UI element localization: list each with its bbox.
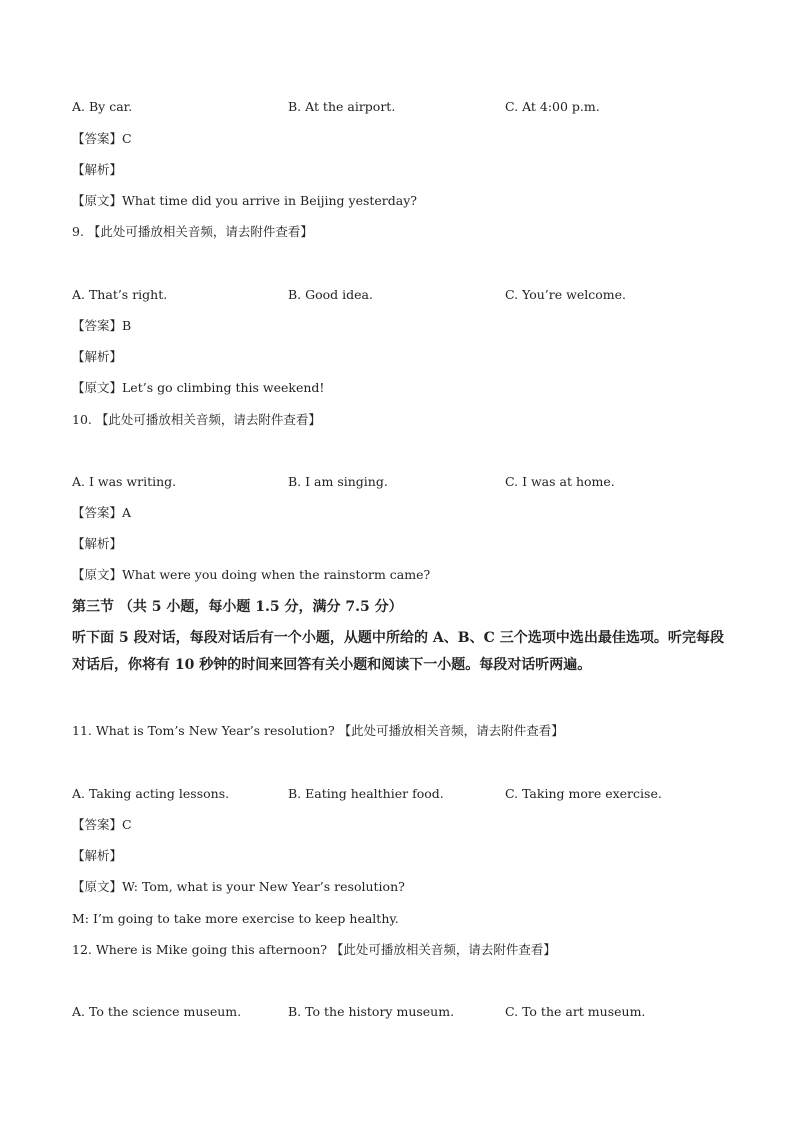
q9-analysis: 【解析】 [72, 349, 123, 364]
q10-answer: 【答案】A [72, 505, 132, 520]
q8-answer: 【答案】C [72, 131, 132, 146]
q11-option-b: B. Eating healthier food. [288, 786, 444, 801]
section-title: 第三节 （共 5 小题，每小题 1.5 分，满分 7.5 分） [72, 599, 403, 615]
q12-prompt: 12. Where is Mike going this afternoon? 【此处可播放相关音频，请去附件查看】 [72, 942, 556, 957]
q10-prompt: 10. 【此处可播放相关音频，请去附件查看】 [72, 412, 321, 427]
q9-option-b: B. Good idea. [288, 287, 373, 302]
q11-answer: 【答案】C [72, 817, 132, 832]
q8-option-a: A. By car. [72, 99, 133, 114]
q11-prompt: 11. What is Tom’s New Year’s resolution? 【此处可播放相关音频，请去附件查看】 [72, 723, 564, 738]
q9-option-a: A. That’s right. [72, 287, 168, 302]
q8-option-b: B. At the airport. [288, 99, 396, 114]
q9-option-c: C. You’re welcome. [505, 287, 626, 302]
q12-option-c: C. To the art museum. [505, 1004, 646, 1019]
q8-analysis: 【解析】 [72, 162, 123, 177]
q10-analysis: 【解析】 [72, 536, 123, 551]
q11-analysis: 【解析】 [72, 848, 123, 863]
q10-option-b: B. I am singing. [288, 474, 388, 489]
q11-transcript-woman: 【原文】W: Tom, what is your New Year’s resolution? [72, 879, 405, 894]
q9-answer: 【答案】B [72, 318, 132, 333]
q11-option-a: A. Taking acting lessons. [72, 786, 230, 801]
q12-option-a: A. To the science museum. [72, 1004, 242, 1019]
q12-option-b: B. To the history museum. [288, 1004, 455, 1019]
q8-option-c: C. At 4:00 p.m. [505, 99, 600, 114]
q11-option-c: C. Taking more exercise. [505, 786, 662, 801]
q10-transcript: 【原文】What were you doing when the rainstorm came? [72, 567, 431, 582]
section-instructions: 听下面 5 段对话，每段对话后有一个小题，从题中所给的 A、B、C 三个选项中选出最佳选项。听完每段对话后，你将有 10 秒钟的时间来回答有关小题和阅读下一小题。每段对话听两遍。 [72, 630, 724, 673]
q8-transcript: 【原文】What time did you arrive in Beijing yesterday? [72, 193, 418, 208]
q9-prompt: 9. 【此处可播放相关音频，请去附件查看】 [72, 224, 313, 239]
q9-transcript: 【原文】Let’s go climbing this weekend! [72, 380, 325, 395]
q11-transcript-man: M: I’m going to take more exercise to keep healthy. [72, 911, 399, 926]
q10-option-a: A. I was writing. [72, 474, 177, 489]
q10-option-c: C. I was at home. [505, 474, 615, 489]
